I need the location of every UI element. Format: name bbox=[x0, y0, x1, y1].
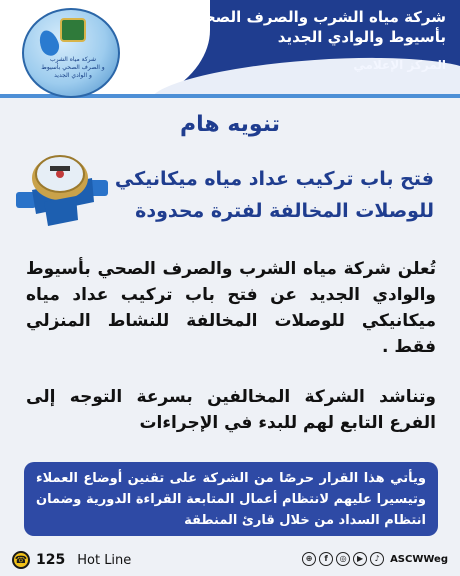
logo-text-line: و الصرف الصحي بأسيوط bbox=[41, 64, 105, 71]
logo-text-line: شركة مياه الشرب bbox=[49, 56, 97, 63]
footer bbox=[0, 545, 460, 576]
hotline-label: Hot Line bbox=[77, 552, 132, 568]
water-drop-icon bbox=[36, 28, 62, 59]
social-links bbox=[302, 552, 448, 566]
web-icon[interactable]: ⊕ bbox=[302, 552, 316, 566]
logo-text-line: و الوادي الجديد bbox=[54, 72, 92, 79]
facebook-icon[interactable]: f bbox=[319, 552, 333, 566]
tiktok-icon[interactable]: ♪ bbox=[370, 552, 384, 566]
youtube-icon[interactable]: ▶ bbox=[353, 552, 367, 566]
crest-icon bbox=[60, 18, 86, 42]
company-logo bbox=[22, 8, 120, 98]
notice-box: ويأتي هذا القرار حرصًا من الشركة على تقنين أوضاع العملاء وتيسيرا عليهم لانتظام أعمال المتابعة القراءة الدورية وضمان انتظام السداد من خلال قارئ المنطقة bbox=[24, 462, 438, 536]
body-paragraph-1: تُعلن شركة مياه الشرب والصرف الصحي بأسيوط والوادي الجديد عن فتح باب تركيب عداد مياه ميكانيكي للوصلات المخالفة للنشاط المنزلي فقط . bbox=[26, 259, 436, 357]
body-paragraph-2: وتناشد الشركة المخالفين بسرعة التوجه إلى الفرع التابع لهم للبدء في الإجراءات bbox=[26, 387, 436, 433]
org-name-line1: شركة مياه الشرب والصرف الصحي bbox=[189, 8, 446, 26]
org-name-line2: بأسيوط والوادي الجديد bbox=[277, 28, 446, 46]
logo-text bbox=[30, 56, 116, 80]
instagram-icon[interactable]: ◎ bbox=[336, 552, 350, 566]
media-center-label: المركز الإعلامي bbox=[353, 58, 446, 72]
hotline[interactable] bbox=[12, 551, 131, 569]
headline-line2: للوصلات المخالفة لفترة محدودة bbox=[135, 200, 434, 222]
water-meter-icon bbox=[14, 140, 110, 230]
page-title: تنويه هام bbox=[180, 112, 280, 137]
social-handle[interactable]: ASCWWeg bbox=[390, 553, 448, 565]
hotline-number: 125 bbox=[36, 552, 66, 568]
phone-icon: ☎ bbox=[12, 551, 30, 569]
headline-line1: فتح باب تركيب عداد مياه ميكانيكي bbox=[114, 168, 434, 190]
